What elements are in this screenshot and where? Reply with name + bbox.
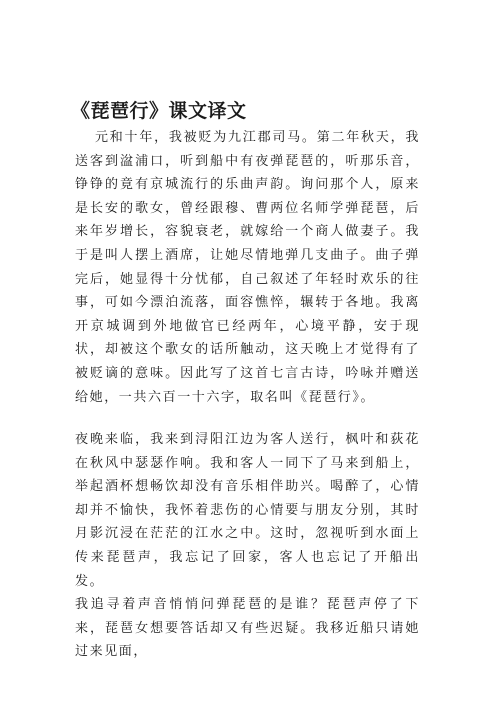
page-title: 《琵琶行》课文译文 (71, 100, 247, 122)
paragraph-inquiry: 我追寻着声音悄悄问弹琵琶的是谁？琵琶声停了下来，琵琶女想要答话却又有些迟疑。我移近船只请她过来见面， (75, 597, 420, 660)
paragraph-preface: 元和十年，我被贬为九江郡司马。第二年秋天，我送客到湓浦口，听到船中有夜弹琵琶的，听那乐音，铮铮的竟有京城流行的乐曲声韵。询问那个人，原来是长安的歌女，曾经跟穆、曹两位名师学弹琵琶，后来年岁增长，容貌衰老，就嫁给一个商人做妻子。我于是叫人摆上酒席，让她尽情地弹几支曲子。曲子弹完后，她显得十分忧郁，自己叙述了年轻时欢乐的往事，可如今漂泊流落，面容憔悴，辗转于各地。我离开京城调到外地做官已经两年，心境平静，安于现状，却被这个歌女的话所触动，这天晚上才觉得有了被贬谪的意味。因此写了这首七言古诗，吟咏并赠送给她，一共六百一十六字，取名叫《琵琶行》。 (75, 130, 420, 405)
paragraph-farewell: 夜晚来临，我来到浔阳江边为客人送行，枫叶和荻花在秋风中瑟瑟作响。我和客人一同下了马来到船上，举起酒杯想畅饮却没有音乐相伴助兴。喝醉了，心情却并不愉快，我怀着悲伤的心情要与朋友分别，其时月影沉浸在茫茫的江水之中。这时，忽视听到水面上传来琵琶声，我忘记了回家，客人也忘记了开船出发。 (75, 432, 420, 589)
